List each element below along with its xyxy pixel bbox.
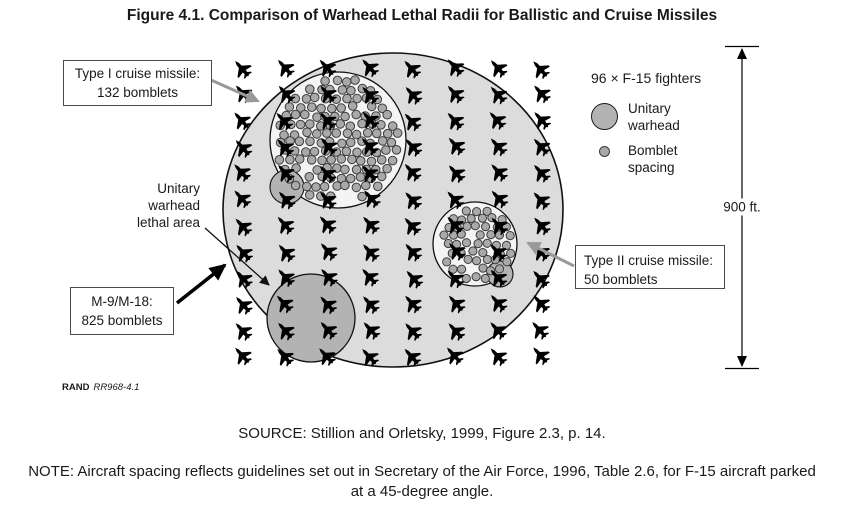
m9-callout-line1: M-9/M-18:: [91, 294, 153, 309]
bomblet-dot: [291, 110, 300, 119]
bomblet-dot: [333, 182, 342, 191]
unitary-area-line3: lethal area: [136, 215, 200, 230]
bomblet-dot: [506, 232, 514, 240]
f15-fighter-icon: [528, 80, 555, 107]
bomblet-dot: [363, 129, 372, 138]
bomblet-dot: [473, 208, 481, 216]
bomblet-dot: [378, 137, 387, 146]
bomblet-dot: [313, 130, 322, 139]
rand-brand: RAND: [62, 382, 90, 393]
type2-callout-box: [575, 245, 725, 289]
bomblet-dot: [343, 129, 352, 138]
bomblet-dot: [317, 104, 326, 113]
bomblet-dot: [337, 155, 346, 164]
bomblet-dot: [481, 274, 489, 282]
bomblet-dot: [382, 146, 391, 155]
bomblet-dot: [351, 76, 360, 85]
bomblet-dot: [483, 239, 491, 247]
legend-bomblet-line1: Bomblet: [628, 143, 678, 158]
bomblet-dot: [479, 264, 487, 272]
bomblet-dot: [320, 182, 329, 191]
m9-callout-box: [70, 287, 174, 335]
bomblet-dot: [308, 103, 317, 112]
bomblet-dot: [362, 181, 371, 190]
bomblet-dot: [321, 77, 330, 86]
bomblet-dot: [302, 95, 311, 104]
bomblet-dot: [303, 182, 312, 191]
bomblet-dot: [483, 255, 491, 263]
bomblet-dot: [338, 86, 347, 95]
type2-callout-line2: 50 bomblets: [584, 272, 658, 287]
bomblet-dot: [358, 119, 367, 128]
bomblet-dot: [285, 103, 294, 112]
bomblet-dot: [383, 164, 392, 173]
bomblet-dot: [383, 110, 392, 119]
bomblet-dot: [291, 181, 300, 190]
bomblet-dot: [507, 249, 515, 257]
bomblet-dot: [306, 120, 315, 129]
bomblet-dot: [310, 147, 319, 156]
m9-pointer-arrow: [177, 265, 225, 303]
bomblet-dot: [462, 207, 470, 215]
legend-unitary-line2: warhead: [628, 117, 680, 133]
legend-unitary-line1: Unitary: [628, 101, 671, 116]
bomblet-dot: [358, 192, 367, 201]
bomblet-dot: [301, 110, 310, 119]
bomblet-dot: [367, 157, 376, 166]
bomblet-dot: [306, 85, 315, 94]
f15-fighter-icon: [271, 54, 298, 81]
bomblet-dot: [393, 129, 402, 138]
bomblet-dot: [348, 102, 357, 111]
bomblet-dot: [392, 146, 401, 155]
type1-callout-line1: Type I cruise missile:: [74, 66, 201, 81]
rand-doc-id: RR968-4.1: [93, 382, 140, 393]
bomblet-dot: [377, 121, 386, 130]
bomblet-dot: [346, 138, 355, 147]
bomblet-dot: [343, 94, 352, 103]
bomblet-spacing-swatch-icon: [599, 146, 610, 157]
bomblet-dot: [313, 113, 322, 122]
unitary-area-label: [108, 180, 200, 231]
bomblet-dot: [348, 155, 357, 164]
bomblet-dot: [473, 257, 481, 265]
bomblet-dot: [443, 258, 451, 266]
f15-fighter-icon: [229, 342, 256, 369]
bomblet-dot: [372, 129, 381, 138]
bomblet-dot: [312, 183, 321, 192]
type1-callout-box: [63, 60, 212, 106]
legend-fighter-count: 96 × F-15 fighters: [591, 70, 702, 86]
bomblet-dot: [356, 157, 365, 166]
bomblet-dot: [476, 231, 484, 239]
f15-fighter-icon: [484, 54, 511, 81]
legend-unitary-label: [628, 101, 680, 134]
bomblet-dot: [338, 139, 347, 148]
bomblet-dot: [295, 137, 304, 146]
bomblet-dot: [472, 273, 480, 281]
bomblet-dot: [377, 156, 386, 165]
type2-callout-line1: Type II cruise missile:: [584, 253, 714, 268]
bomblet-dot: [305, 173, 314, 182]
bomblet-dot: [474, 240, 482, 248]
f15-fighter-icon: [526, 316, 553, 343]
bomblet-dot: [318, 156, 327, 165]
unitary-area-line2: warhead: [148, 198, 200, 213]
bomblet-dot: [377, 172, 386, 181]
bomblet-dot: [347, 86, 356, 95]
legend-bomblet-label: [628, 143, 678, 176]
bomblet-dot: [295, 155, 304, 164]
bomblet-dot: [352, 110, 361, 119]
bomblet-dot: [333, 76, 342, 85]
bomblet-dot: [303, 128, 312, 137]
bomblet-dot: [464, 255, 472, 263]
bomblet-dot: [302, 148, 311, 157]
bomblet-dot: [374, 182, 383, 191]
bomblet-dot: [310, 93, 319, 102]
bomblet-dot: [440, 231, 448, 239]
rand-credit: [62, 382, 139, 393]
bomblet-dot: [482, 223, 490, 231]
bomblet-dot: [388, 156, 397, 165]
legend-bomblet-line2: spacing: [628, 159, 675, 175]
bomblet-dot: [458, 265, 466, 273]
bomblet-dot: [503, 258, 511, 266]
bomblet-dot: [463, 222, 471, 230]
bomblet-dot: [337, 104, 346, 113]
bomblet-dot: [469, 247, 477, 255]
bomblet-dot: [307, 156, 316, 165]
f15-fighter-icon: [527, 342, 554, 369]
f15-fighter-icon: [484, 343, 511, 370]
bomblet-dot: [305, 191, 314, 200]
m9-callout-line2: 825 bomblets: [81, 313, 163, 328]
bomblet-dot: [356, 173, 365, 182]
unitary-area-line1: Unitary: [157, 181, 200, 196]
bomblet-dot: [471, 222, 479, 230]
bomblet-dot: [342, 78, 351, 87]
unitary-warhead-lethal-circle: [267, 274, 355, 362]
f15-fighter-icon: [527, 55, 554, 82]
note-line: NOTE: Aircraft spacing reflects guidelines set out in Secretary of the Air Force, 1996, Table 2.6, for F-15 aircraft parked at a 45-degree angle.: [28, 463, 816, 500]
bomblet-dot: [336, 120, 345, 129]
bomblet-dot: [342, 147, 351, 156]
figure-title: Figure 4.1. Comparison of Warhead Lethal Radii for Ballistic and Cruise Missiles: [126, 7, 718, 24]
bomblet-dot: [332, 129, 341, 138]
f15-fighter-icon: [229, 317, 256, 344]
source-line: SOURCE: Stillion and Orletsky, 1999, Figure 2.3, p. 14.: [238, 425, 606, 442]
bomblet-dot: [478, 214, 486, 222]
bomblet-dot: [495, 265, 503, 273]
bomblet-dot: [296, 120, 305, 129]
f15-fighter-icon: [229, 55, 256, 82]
bomblet-dot: [328, 104, 337, 113]
bomblet-dot: [462, 239, 470, 247]
bomblet-dot: [341, 181, 350, 190]
type1-callout-line2: 132 bomblets: [96, 85, 179, 100]
bomblet-dot: [352, 183, 361, 192]
bomblet-dot: [487, 231, 495, 239]
bomblet-dot: [341, 165, 350, 174]
bomblet-dot: [327, 156, 336, 165]
bomblet-dot: [275, 156, 284, 165]
bomblet-dot: [306, 137, 315, 146]
unitary-warhead-swatch-icon: [591, 103, 618, 130]
dimension-label: 900 ft.: [720, 199, 764, 216]
